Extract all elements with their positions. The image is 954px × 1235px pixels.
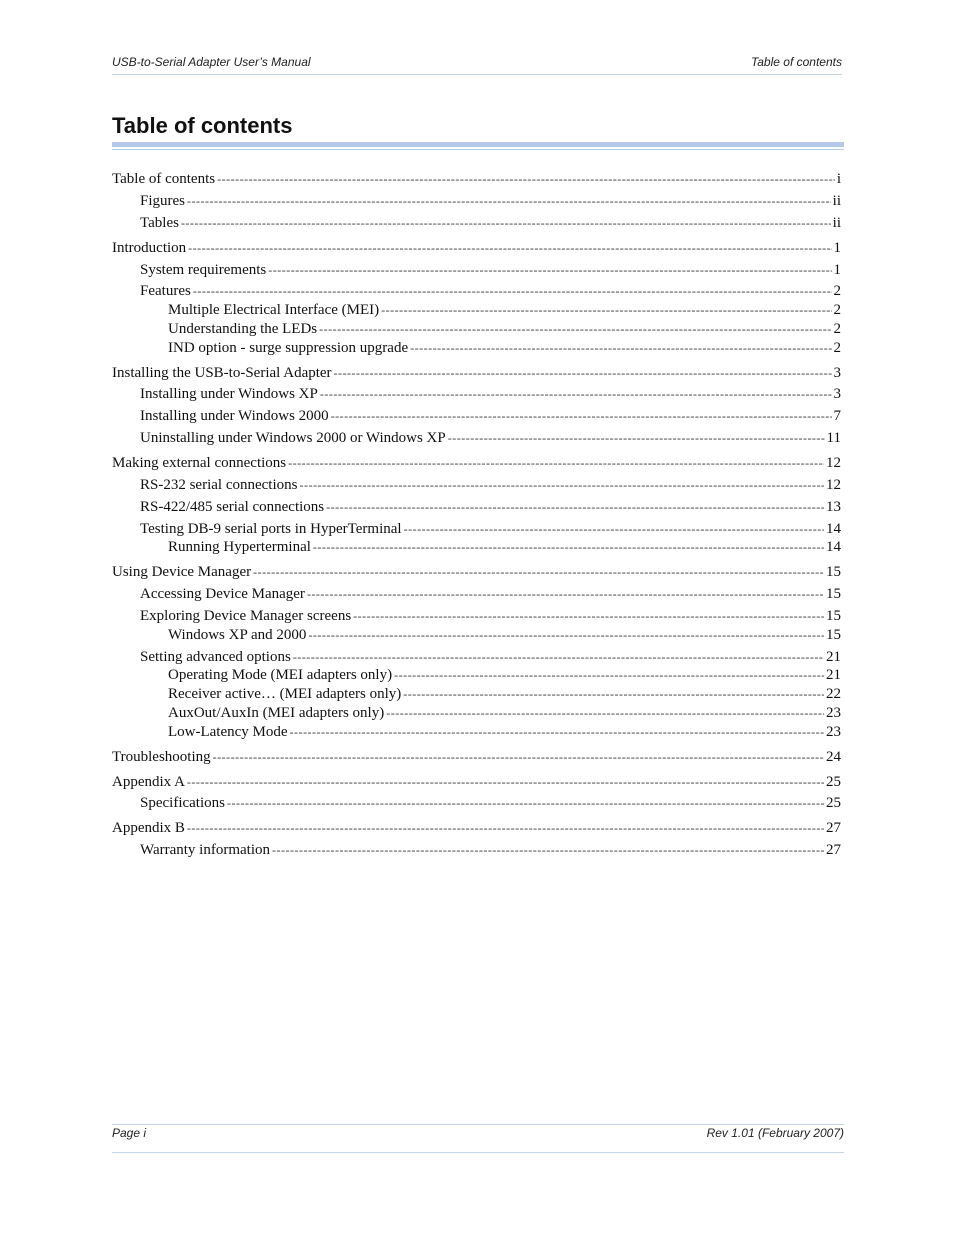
toc-entry-label: Appendix A bbox=[112, 774, 185, 790]
header-manual-title: USB-to-Serial Adapter User’s Manual bbox=[112, 55, 311, 69]
toc-entry-page: 12 bbox=[826, 455, 841, 471]
title-rule bbox=[112, 142, 844, 147]
toc-entry[interactable] bbox=[112, 385, 841, 403]
toc-entry-label: Low-Latency Mode bbox=[168, 724, 288, 740]
toc-entry[interactable] bbox=[112, 407, 841, 425]
toc-entry-label: Running Hyperterminal bbox=[168, 539, 311, 555]
toc-entry-page: 1 bbox=[833, 240, 841, 256]
toc-entry[interactable] bbox=[112, 364, 841, 382]
toc-entry-label: Multiple Electrical Interface (MEI) bbox=[168, 302, 380, 318]
toc-entry-label: Installing the USB-to-Serial Adapter bbox=[112, 365, 332, 381]
page-footer bbox=[112, 1124, 844, 1153]
toc-dot-leader bbox=[326, 498, 824, 516]
header-section-title: Table of contents bbox=[751, 55, 842, 69]
toc-entry-label: IND option - surge suppression upgrade bbox=[168, 340, 409, 356]
toc-dot-leader bbox=[308, 626, 824, 644]
toc-entry-label: Windows XP and 2000 bbox=[168, 627, 307, 643]
toc-dot-leader bbox=[227, 794, 824, 812]
toc-entry[interactable] bbox=[112, 538, 841, 556]
toc-dot-leader bbox=[313, 538, 824, 556]
toc-entry-page: ii bbox=[832, 193, 841, 209]
toc-entry[interactable] bbox=[112, 607, 841, 625]
toc-entry[interactable] bbox=[112, 626, 841, 644]
toc-entry-label: Exploring Device Manager screens bbox=[140, 608, 352, 624]
toc-entry[interactable] bbox=[112, 214, 841, 232]
toc-dot-leader bbox=[353, 607, 824, 625]
toc-entry[interactable] bbox=[112, 819, 841, 837]
toc-entry-page: 2 bbox=[833, 321, 841, 337]
toc-entry-page: 25 bbox=[826, 774, 841, 790]
toc-entry-label: Using Device Manager bbox=[112, 564, 252, 580]
toc-dot-leader bbox=[272, 841, 824, 859]
toc-entry-page: 1 bbox=[833, 262, 841, 278]
toc-entry-label: Uninstalling under Windows 2000 or Windows XP bbox=[140, 430, 446, 446]
toc-dot-leader bbox=[181, 214, 831, 232]
toc-dot-leader bbox=[193, 282, 832, 300]
toc-entry-label: Appendix B bbox=[112, 820, 185, 836]
toc-entry-page: 21 bbox=[826, 649, 841, 665]
toc-entry-page: 23 bbox=[826, 705, 841, 721]
toc-dot-leader bbox=[253, 563, 824, 581]
toc-entry-label: Specifications bbox=[140, 795, 225, 811]
toc-entry[interactable] bbox=[112, 520, 841, 538]
toc-entry-page: 23 bbox=[826, 724, 841, 740]
toc-dot-leader bbox=[404, 520, 824, 538]
toc-entry-label: Figures bbox=[140, 193, 185, 209]
toc-entry-label: Accessing Device Manager bbox=[140, 586, 305, 602]
toc-entry[interactable] bbox=[112, 320, 841, 338]
toc-entry-label: Operating Mode (MEI adapters only) bbox=[168, 667, 393, 683]
toc-entry-page: 14 bbox=[826, 521, 841, 537]
toc-entry-page: 12 bbox=[826, 477, 841, 493]
toc-entry[interactable] bbox=[112, 794, 841, 812]
toc-dot-leader bbox=[319, 320, 831, 338]
toc-entry[interactable] bbox=[112, 301, 841, 319]
toc-entry-label: Testing DB-9 serial ports in HyperTerminal bbox=[140, 521, 402, 537]
toc-entry-page: 15 bbox=[826, 586, 841, 602]
page-title: Table of contents bbox=[112, 113, 293, 138]
toc-dot-leader bbox=[320, 385, 832, 403]
toc-entry[interactable] bbox=[112, 685, 841, 703]
toc-entry[interactable] bbox=[112, 429, 841, 447]
toc-dot-leader bbox=[187, 819, 824, 837]
toc-entry-page: 24 bbox=[826, 749, 841, 765]
toc-entry[interactable] bbox=[112, 498, 841, 516]
toc-entry[interactable] bbox=[112, 585, 841, 603]
toc-dot-leader bbox=[268, 261, 831, 279]
toc-entry[interactable] bbox=[112, 648, 841, 666]
toc-dot-leader bbox=[331, 407, 832, 425]
toc-entry-page: 15 bbox=[826, 627, 841, 643]
toc-entry-page: 27 bbox=[826, 842, 841, 858]
toc-dot-leader bbox=[213, 748, 824, 766]
toc-entry-label: Receiver active… (MEI adapters only) bbox=[168, 686, 402, 702]
toc-dot-leader bbox=[299, 476, 824, 494]
toc-dot-leader bbox=[394, 666, 824, 684]
toc-entry-page: ii bbox=[832, 215, 841, 231]
toc-dot-leader bbox=[386, 704, 824, 722]
footer-revision: Rev 1.01 (February 2007) bbox=[706, 1126, 844, 1140]
toc-dot-leader bbox=[293, 648, 824, 666]
toc-dot-leader bbox=[188, 239, 831, 257]
toc-entry-page: 25 bbox=[826, 795, 841, 811]
toc-entry-page: 3 bbox=[833, 386, 841, 402]
toc-entry[interactable] bbox=[112, 454, 841, 472]
toc-entry-page: 15 bbox=[826, 564, 841, 580]
footer-page-number: Page i bbox=[112, 1126, 147, 1140]
toc-dot-leader bbox=[334, 364, 832, 382]
toc-entry[interactable] bbox=[112, 563, 841, 581]
toc-dot-leader bbox=[217, 170, 835, 188]
toc-entry[interactable] bbox=[112, 282, 841, 300]
toc-entry-page: 22 bbox=[826, 686, 841, 702]
toc-entry[interactable] bbox=[112, 261, 841, 279]
title-rule-thin bbox=[112, 149, 844, 150]
toc-entry[interactable] bbox=[112, 239, 841, 257]
toc-dot-leader bbox=[381, 301, 831, 319]
toc-entry-page: 2 bbox=[833, 302, 841, 318]
toc-entry-label: Installing under Windows XP bbox=[140, 386, 318, 402]
toc-entry-page: 3 bbox=[833, 365, 841, 381]
toc-entry[interactable] bbox=[112, 704, 841, 722]
toc-entry[interactable] bbox=[112, 723, 841, 741]
toc-dot-leader bbox=[410, 339, 831, 357]
toc-entry[interactable] bbox=[112, 841, 841, 859]
toc-entry-page: 14 bbox=[826, 539, 841, 555]
toc-dot-leader bbox=[187, 773, 824, 791]
toc-dot-leader bbox=[288, 454, 824, 472]
toc-entry-label: Making external connections bbox=[112, 455, 287, 471]
toc-entry-label: Tables bbox=[140, 215, 179, 231]
toc-entry[interactable] bbox=[112, 773, 841, 791]
toc-entry-page: 27 bbox=[826, 820, 841, 836]
toc-entry-page: 13 bbox=[826, 499, 841, 515]
toc-entry-page: 2 bbox=[833, 340, 841, 356]
toc-dot-leader bbox=[448, 429, 825, 447]
toc-dot-leader bbox=[403, 685, 824, 703]
toc-entry-label: Introduction bbox=[112, 240, 187, 256]
toc-entry-label: RS-422/485 serial connections bbox=[140, 499, 325, 515]
toc-dot-leader bbox=[290, 723, 824, 741]
toc-entry[interactable] bbox=[112, 170, 841, 188]
toc-entry-label: Features bbox=[140, 283, 191, 299]
toc-entry-page: 7 bbox=[833, 408, 841, 424]
running-header bbox=[112, 54, 842, 75]
toc-entry-label: RS-232 serial connections bbox=[140, 477, 298, 493]
toc-entry-label: System requirements bbox=[140, 262, 267, 278]
toc-entry-label: Understanding the LEDs bbox=[168, 321, 318, 337]
toc-entry[interactable] bbox=[112, 666, 841, 684]
toc-entry-page: 11 bbox=[826, 430, 841, 446]
toc-entry-label: AuxOut/AuxIn (MEI adapters only) bbox=[168, 705, 385, 721]
toc-entry[interactable] bbox=[112, 748, 841, 766]
toc-entry[interactable] bbox=[112, 192, 841, 210]
toc-entry-label: Setting advanced options bbox=[140, 649, 291, 665]
toc-entry-page: i bbox=[836, 171, 841, 187]
toc-dot-leader bbox=[307, 585, 824, 603]
toc-entry-page: 15 bbox=[826, 608, 841, 624]
toc-entry-label: Warranty information bbox=[140, 842, 270, 858]
toc-dot-leader bbox=[187, 192, 831, 210]
toc-entry[interactable] bbox=[112, 339, 841, 357]
toc-entry-page: 2 bbox=[833, 283, 841, 299]
toc-entry-label: Table of contents bbox=[112, 171, 216, 187]
toc-entry-label: Installing under Windows 2000 bbox=[140, 408, 329, 424]
toc-entry-page: 21 bbox=[826, 667, 841, 683]
toc-entry[interactable] bbox=[112, 476, 841, 494]
toc-entry-label: Troubleshooting bbox=[112, 749, 211, 765]
